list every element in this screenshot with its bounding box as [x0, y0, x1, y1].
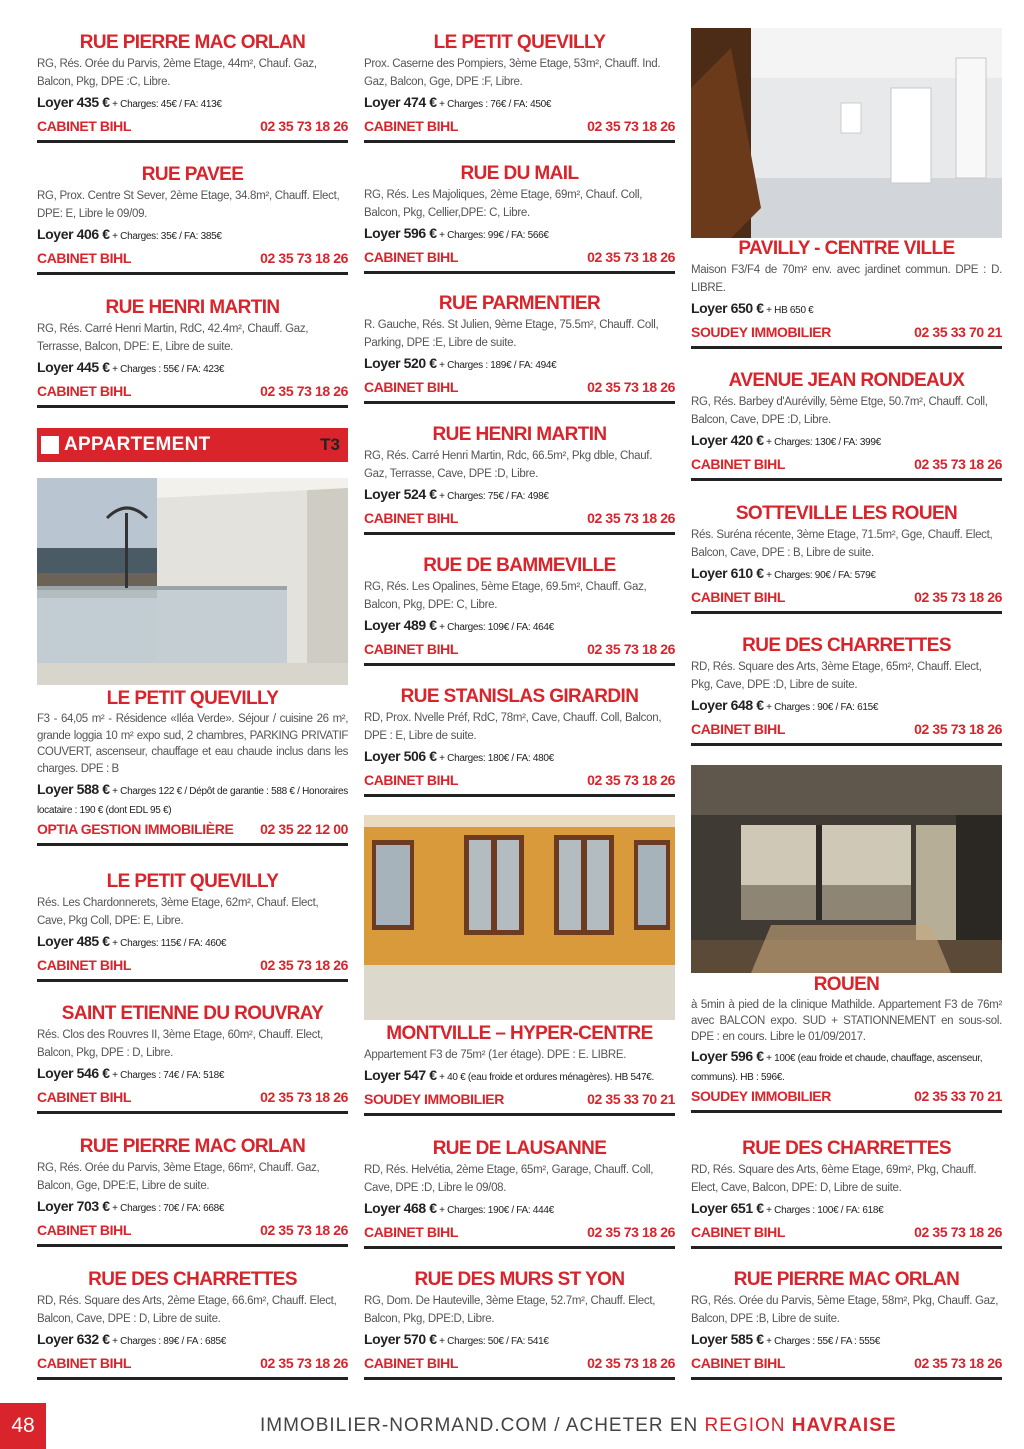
listing-title: SOTTEVILLE LES ROUEN	[735, 503, 958, 524]
phone-number[interactable]: 02 35 73 18 26	[260, 1089, 348, 1105]
listing-rent: Loyer 506 € + Charges: 180€ / FA: 480€	[364, 748, 554, 764]
listing[interactable]	[37, 871, 348, 982]
listing-description: RD, Prox. Nvelle Préf, RdC, 78m², Cave, Chauff. Coll, Balcon, DPE : E, Libre de suite.	[364, 712, 662, 742]
listing-contact	[364, 508, 675, 528]
listing-description: RG, Rés. Carré Henri Martin, Rdc, 66.5m², Pkg dble, Chauf. Gaz, Terrasse, Cave, DPE :D, Libre.	[364, 450, 653, 480]
listing-description: Rés. Les Chardonnerets, 3ème Etage, 62m², Chauf. Elect, Cave, Pkg Coll, DPE: E, Libre.	[37, 897, 319, 927]
agency-name: CABINET BIHL	[364, 118, 458, 134]
listing-description: R. Gauche, Rés. St Julien, 9ème Etage, 75.5m², Chauff. Coll, Parking, DPE :E, Libre de suite.	[364, 319, 659, 349]
agency-name: CABINET BIHL	[364, 1224, 458, 1240]
listing-description: RG, Dom. De Hauteville, 3ème Etage, 52.7m², Chauff. Elect, Balcon, Pkg, DPE:D, Libre.	[364, 1295, 656, 1325]
listing[interactable]	[691, 1138, 1002, 1249]
listing[interactable]	[364, 424, 675, 535]
agency-name: CABINET BIHL	[37, 383, 131, 399]
listing-title: RUE PIERRE MAC ORLAN	[733, 1269, 960, 1290]
agency-name: CABINET BIHL	[364, 1355, 458, 1371]
phone-number[interactable]: 02 35 73 18 26	[587, 510, 675, 526]
square-icon	[41, 436, 59, 454]
listing[interactable]	[691, 635, 1002, 746]
phone-number[interactable]: 02 35 73 18 26	[260, 383, 348, 399]
agency-name: CABINET BIHL	[37, 118, 131, 134]
footer-acheter: ACHETER EN	[565, 1415, 705, 1436]
phone-number[interactable]: 02 35 73 18 26	[587, 641, 675, 657]
listing-description: RG, Prox. Centre St Sever, 2ème Etage, 34.8m², Chauff. Elect, DPE: E, Libre le 09/09.	[37, 190, 340, 220]
phone-number[interactable]: 02 35 73 18 26	[587, 379, 675, 395]
listing-title: RUE PARMENTIER	[438, 293, 601, 314]
listing-rent: Loyer 547 € + 40 € (eau froide et ordures ménagères). HB 547€.	[364, 1067, 654, 1083]
listing-title: RUE PIERRE MAC ORLAN	[79, 1136, 306, 1157]
site-name[interactable]: IMMOBILIER-NORMAND.COM /	[260, 1415, 566, 1436]
agency-name: CABINET BIHL	[37, 1355, 131, 1371]
listing-title: SAINT ETIENNE DU ROUVRAY	[61, 1003, 324, 1024]
listing-rent: Loyer 468 € + Charges: 190€ / FA: 444€	[364, 1200, 554, 1216]
listing-rent: Loyer 651 € + Charges : 100€ / FA: 618€	[691, 1200, 884, 1216]
listing[interactable]	[37, 688, 348, 846]
listing[interactable]	[691, 974, 1002, 1113]
agency-name: CABINET BIHL	[691, 721, 785, 737]
phone-number[interactable]: 02 35 73 18 26	[260, 118, 348, 134]
empty-room-image	[691, 765, 1002, 973]
listing-description: Prox. Caserne des Pompiers, 3ème Etage, 53m², Chauff. Ind. Gaz, Balcon, Gge, DPE :F, Libre.	[364, 58, 661, 88]
section-type: T3	[320, 435, 340, 454]
listing[interactable]	[364, 293, 675, 404]
listing-rent: Loyer 445 € + Charges : 55€ / FA: 423€	[37, 359, 225, 375]
agency-name: CABINET BIHL	[691, 589, 785, 605]
listing-rent: Loyer 406 € + Charges: 35€ / FA: 385€	[37, 226, 222, 242]
agency-name: CABINET BIHL	[364, 772, 458, 788]
listing-description: F3 - 64,05 m² - Résidence «Iléa Verde». Séjour / cuisine 26 m², grande loggia 10 m² expo sud, 2 chambres, PARKING PRIVATIF COUVERT, ascenseur, chauffage et eau chaude inclus dans les charges. DPE : B	[37, 713, 348, 775]
listing-description: RG, Rés. Orée du Parvis, 5ème Etage, 58m², Pkg, Chauff. Gaz, Balcon, DPE :B, Libre de suite.	[691, 1295, 999, 1325]
listing-title: RUE DE LAUSANNE	[432, 1138, 607, 1159]
listing-description: RG, Rés. Barbey d'Aurévilly, 5ème Etge, 50.7m², Chauff. Coll, Balcon, Cave, DPE :D, Libre.	[691, 396, 988, 426]
listing-contact	[37, 819, 348, 839]
listing-contact	[364, 639, 675, 659]
agency-name: CABINET BIHL	[364, 249, 458, 265]
listing-rent: Loyer 610 € + Charges: 90€ / FA: 579€	[691, 565, 876, 581]
listing-title: RUE HENRI MARTIN	[432, 424, 607, 445]
footer-text	[260, 1415, 897, 1437]
listing-description: RD, Rés. Square des Arts, 2ème Etage, 66.6m², Chauff. Elect, Balcon, Cave, DPE : D, Libre de suite.	[37, 1295, 337, 1325]
phone-number[interactable]: 02 35 73 18 26	[914, 456, 1002, 472]
listing[interactable]	[37, 297, 348, 408]
listing-contact	[37, 381, 348, 401]
phone-number[interactable]: 02 35 73 18 26	[260, 250, 348, 266]
section-header	[37, 428, 348, 462]
listing-title: RUE PIERRE MAC ORLAN	[79, 32, 306, 53]
listing[interactable]	[364, 1023, 675, 1116]
listing-contact	[691, 587, 1002, 607]
listing-title: LE PETIT QUEVILLY	[433, 32, 606, 53]
listing-contact	[37, 1353, 348, 1373]
footer-region: REGION	[704, 1415, 792, 1436]
listing-rent: Loyer 420 € + Charges: 130€ / FA: 399€	[691, 432, 881, 448]
listing-contact	[364, 247, 675, 267]
listing-description: RD, Rés. Helvétia, 2ème Etage, 65m², Garage, Chauff. Coll, Cave, DPE :D, Libre le 09/08.	[364, 1164, 654, 1194]
listing[interactable]	[364, 32, 675, 143]
listing-contact	[364, 1353, 675, 1373]
listing[interactable]	[691, 503, 1002, 614]
listing-contact	[691, 1353, 1002, 1373]
staircase-image	[691, 28, 1002, 238]
listing-title: RUE DE BAMMEVILLE	[423, 555, 616, 576]
listing-title: LE PETIT QUEVILLY	[106, 871, 279, 892]
balcony-photo	[37, 478, 348, 685]
living-room-photo	[364, 815, 675, 1020]
listing-title: RUE DES CHARRETTES	[742, 635, 951, 656]
listing-description: Rés. Clos des Rouvres II, 3ème Etage, 60m², Chauff. Elect, Balcon, Pkg, DPE : D, Libre.	[37, 1029, 323, 1059]
listing-rent: Loyer 570 € + Charges: 50€ / FA: 541€	[364, 1331, 549, 1347]
listing-contact	[364, 1222, 675, 1242]
listing[interactable]	[37, 1269, 348, 1380]
listing-contact	[37, 1087, 348, 1107]
listing-title: ROUEN	[813, 974, 880, 995]
staircase-photo	[691, 28, 1002, 238]
phone-number[interactable]: 02 35 73 18 26	[914, 1355, 1002, 1371]
listing-contact	[364, 377, 675, 397]
listing-title: RUE STANISLAS GIRARDIN	[400, 686, 639, 707]
listing-title: LE PETIT QUEVILLY	[106, 688, 279, 709]
phone-number[interactable]: 02 35 33 70 21	[914, 324, 1002, 340]
listing-rent: Loyer 485 € + Charges: 115€ / FA: 460€	[37, 933, 227, 949]
agency-name: SOUDEY IMMOBILIER	[691, 1088, 831, 1104]
listing-description: RG, Rés. Les Majoliques, 2ème Etage, 69m², Chauf. Coll, Balcon, Pkg, Cellier,DPE: C, Libre.	[364, 189, 643, 219]
listing-contact	[37, 248, 348, 268]
listing-title: RUE DES CHARRETTES	[88, 1269, 297, 1290]
listing-rent: Loyer 524 € + Charges: 75€ / FA: 498€	[364, 486, 549, 502]
listing[interactable]	[37, 1003, 348, 1114]
listing-rent: Loyer 650 € + HB 650 €	[691, 300, 814, 316]
listing-rent: Loyer 474 € + Charges : 76€ / FA: 450€	[364, 94, 552, 110]
phone-number[interactable]: 02 35 73 18 26	[260, 1222, 348, 1238]
phone-number[interactable]: 02 35 73 18 26	[587, 1224, 675, 1240]
listing-rent: Loyer 703 € + Charges : 70€ / FA: 668€	[37, 1198, 225, 1214]
listing-description: RD, Rés. Square des Arts, 6ème Etage, 69m², Pkg, Chauff. Elect, Cave, Balcon, DPE: D, Libre de suite.	[691, 1164, 977, 1194]
listing-contact	[691, 322, 1002, 342]
listing-contact	[691, 454, 1002, 474]
listing[interactable]	[364, 686, 675, 797]
listing[interactable]	[691, 1269, 1002, 1380]
listing-rent: Loyer 585 € + Charges : 55€ / FA : 555€	[691, 1331, 881, 1347]
listing-rent: Loyer 489 € + Charges: 109€ / FA: 464€	[364, 617, 554, 633]
phone-number[interactable]: 02 35 73 18 26	[914, 1224, 1002, 1240]
page-footer	[0, 1403, 1024, 1449]
listing-rent: Loyer 596 € + 100€ (eau froide et chaude, chauffage, ascenseur, communs). HB : 596€.	[691, 1048, 983, 1083]
listing-rent: Loyer 596 € + Charges: 99€ / FA: 566€	[364, 225, 549, 241]
listing-description: RD, Rés. Square des Arts, 3ème Etage, 65m², Chauff. Elect, Pkg, Cave, DPE :D, Libre de suite.	[691, 661, 982, 691]
agency-name: CABINET BIHL	[691, 456, 785, 472]
listing-contact	[364, 1089, 675, 1109]
listing-title: AVENUE JEAN RONDEAUX	[728, 370, 965, 391]
listing-contact	[691, 719, 1002, 739]
listing-rent: Loyer 632 € + Charges : 89€ / FA : 685€	[37, 1331, 227, 1347]
listing-rent: Loyer 546 € + Charges : 74€ / FA: 518€	[37, 1065, 225, 1081]
agency-name: CABINET BIHL	[37, 250, 131, 266]
agency-name: CABINET BIHL	[364, 510, 458, 526]
phone-number[interactable]: 02 35 73 18 26	[587, 249, 675, 265]
agency-name: CABINET BIHL	[691, 1224, 785, 1240]
agency-name: SOUDEY IMMOBILIER	[364, 1091, 504, 1107]
section-label: APPARTEMENT	[64, 434, 211, 455]
listing-title: RUE HENRI MARTIN	[105, 297, 280, 318]
phone-number[interactable]: 02 35 33 70 21	[914, 1088, 1002, 1104]
phone-number[interactable]: 02 35 73 18 26	[260, 1355, 348, 1371]
listing[interactable]	[691, 370, 1002, 481]
listing-description: RG, Rés. Les Opalines, 5ème Etage, 69.5m², Chauff. Gaz, Balcon, Pkg, DPE: C, Libre.	[364, 581, 647, 611]
listing-rent: Loyer 648 € + Charges : 90€ / FA: 615€	[691, 697, 879, 713]
listing-description: Maison F3/F4 de 70m² env. avec jardinet commun. DPE : D. LIBRE.	[691, 264, 1002, 294]
listing[interactable]	[691, 238, 1002, 349]
footer-havraise: HAVRAISE	[791, 1415, 897, 1436]
listing-description: à 5min à pied de la clinique Mathilde. Appartement F3 de 76m² avec BALCON expo. SUD + STATIONNEMENT en sous-sol. DPE : en cours. Libre le 01/09/2017.	[691, 999, 1002, 1043]
agency-name: OPTIA GESTION IMMOBILIÈRE	[37, 821, 234, 837]
phone-number[interactable]: 02 35 22 12 00	[260, 821, 348, 837]
listing-title: RUE DES MURS ST YON	[414, 1269, 625, 1290]
listing-title: PAVILLY - CENTRE VILLE	[738, 238, 955, 259]
agency-name: CABINET BIHL	[37, 957, 131, 973]
listing-description: Appartement F3 de 75m² (1er étage). DPE : E. LIBRE.	[364, 1049, 627, 1061]
agency-name: CABINET BIHL	[364, 379, 458, 395]
agency-name: CABINET BIHL	[691, 1355, 785, 1371]
listing-description: Rés. Suréna récente, 3ème Etage, 71.5m², Gge, Chauff. Elect, Balcon, Cave, DPE : B, Libre de suite.	[691, 529, 993, 559]
listing-description: RG, Rés. Orée du Parvis, 3ème Etage, 66m², Chauff. Gaz, Balcon, Gge, DPE:E, Libre de suite.	[37, 1162, 320, 1192]
agency-name: SOUDEY IMMOBILIER	[691, 324, 831, 340]
listing[interactable]	[364, 555, 675, 666]
phone-number[interactable]: 02 35 73 18 26	[260, 957, 348, 973]
listing-contact	[37, 955, 348, 975]
listing[interactable]	[37, 32, 348, 143]
listing-contact	[364, 770, 675, 790]
listing-rent: Loyer 588 € + Charges 122 € / Dépôt de garantie : 588 € / Honoraires locataire : 190 € (dont EDL 95 €)	[37, 781, 348, 816]
listing[interactable]	[37, 164, 348, 275]
listing-title: RUE DES CHARRETTES	[742, 1138, 951, 1159]
phone-number[interactable]: 02 35 73 18 26	[587, 1355, 675, 1371]
phone-number[interactable]: 02 35 33 70 21	[587, 1091, 675, 1107]
living-room-image	[364, 815, 675, 1020]
phone-number[interactable]: 02 35 73 18 26	[914, 721, 1002, 737]
listing-title: RUE DU MAIL	[460, 163, 579, 184]
phone-number[interactable]: 02 35 73 18 26	[914, 589, 1002, 605]
listing-description: RG, Rés. Carré Henri Martin, RdC, 42.4m², Chauff. Gaz, Terrasse, Balcon, DPE: E, Libre de suite.	[37, 323, 309, 353]
agency-name: CABINET BIHL	[364, 641, 458, 657]
listing-title: RUE PAVEE	[141, 164, 244, 185]
listing[interactable]	[364, 163, 675, 274]
listing-contact	[37, 1220, 348, 1240]
listing-rent: Loyer 435 € + Charges: 45€ / FA: 413€	[37, 94, 222, 110]
empty-room-photo	[691, 765, 1002, 973]
agency-name: CABINET BIHL	[37, 1222, 131, 1238]
listing[interactable]	[364, 1269, 675, 1380]
listing-description: RG, Rés. Orée du Parvis, 2ème Etage, 44m², Chauf. Gaz, Balcon, Pkg, DPE :C, Libre.	[37, 58, 317, 88]
listing-contact	[691, 1086, 1002, 1106]
phone-number[interactable]: 02 35 73 18 26	[587, 772, 675, 788]
phone-number[interactable]: 02 35 73 18 26	[587, 118, 675, 134]
page-number: 48	[0, 1403, 46, 1449]
listing-rent: Loyer 520 € + Charges : 189€ / FA: 494€	[364, 355, 557, 371]
agency-name: CABINET BIHL	[37, 1089, 131, 1105]
listing[interactable]	[37, 1136, 348, 1247]
listing-contact	[691, 1222, 1002, 1242]
listing-contact	[37, 116, 348, 136]
listing[interactable]	[364, 1138, 675, 1249]
balcony-image	[37, 478, 348, 685]
listing-title: MONTVILLE – HYPER-CENTRE	[386, 1023, 653, 1044]
listing-contact	[364, 116, 675, 136]
